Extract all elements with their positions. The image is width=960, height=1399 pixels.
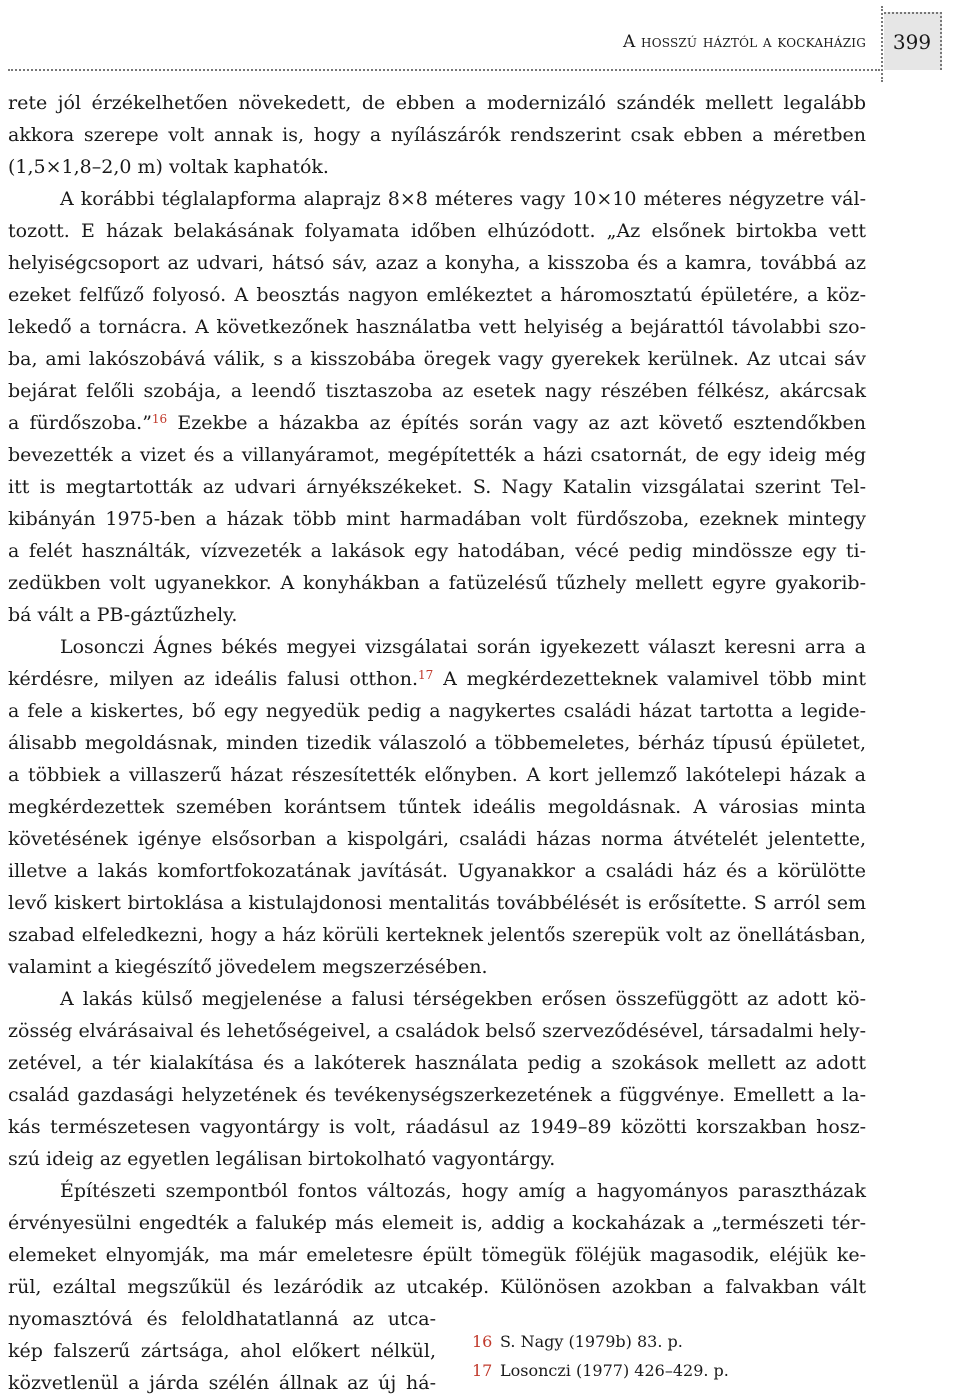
paragraph-block-3	[8, 695, 866, 1303]
text-line: család gazdasági helyzetének és tevékenységszerkezetének a függvénye. Emellett a la-	[8, 1084, 866, 1106]
header-dotted-rule	[8, 69, 880, 71]
text-line: kibányán 1975-ben a házak több mint harmadában volt fürdőszoba, ezeknek mintegy	[8, 508, 866, 530]
page-header	[0, 0, 960, 80]
text-line: ba, ami lakószobává válik, s a kisszobába öregek vagy gyerekek kerülnek. Az utcai sáv	[8, 348, 866, 370]
text-line: helyiségcsoport az udvari, hátsó sáv, azaz a konyha, a kisszoba és a kamra, továbbá az	[8, 252, 866, 274]
text-line: a fele a kiskertes, bő egy negyedük pedig a nagykertes családi házat tartotta a legide-	[8, 700, 866, 722]
text-line-footnote-16: a fürdőszoba.”$^{16}$ Ezekbe a házakba az építés során vagy az azt követő esztendőkben	[8, 412, 867, 434]
text-line: szabad elfeledkezni, hogy a ház körüli kerteknek jelentős szerepük volt az önellátásban,	[8, 924, 866, 946]
text-line: közvetlenül a járda szélén állnak az új há-	[8, 1372, 436, 1394]
text-line: A lakás külső megjelenése a falusi térségekben erősen összefüggött az adott kö-	[60, 988, 866, 1010]
text-line: levő kiskert birtoklása a kistulajdonosi mentalitás továbbélését is erősítette. S arról sem	[8, 892, 866, 914]
text-line: Losonczi Ágnes békés megyei vizsgálatai során igyekezett választ keresni arra a	[60, 636, 866, 658]
text-line: rül, ezáltal megszűkül és lezáródik az utcakép. Különösen azokban a falvakban vált	[8, 1276, 866, 1298]
text-line: akkora szerepe volt annak is, hogy a nyílászárók rendszerint csak ebben a méretben	[8, 124, 866, 146]
body-text	[8, 87, 866, 1399]
text-line: rete jól érzékelhetően növekedett, de ebben a modernizáló szándék mellett legalább	[8, 92, 866, 114]
text-line: elemeket elnyomják, ma már emeletesre épült tömegük föléjük magasodik, eléjük ke-	[8, 1244, 866, 1266]
header-dotted-vertical-rule	[881, 6, 883, 82]
paragraph-block-1	[8, 87, 866, 407]
text-line: szú ideig az egyetlen legálisan birtokolható vagyontárgy.	[8, 1148, 556, 1170]
text-line: illetve a lakás komfortfokozatának javítását. Ugyanakkor a családi ház és a körülötte	[8, 860, 866, 882]
running-header-title: A hosszú háztól a kockaházig	[622, 32, 866, 52]
text-line: kép falszerű zártsága, ahol előkert nélkül,	[8, 1340, 436, 1362]
text-line: A korábbi téglalapforma alaprajz 8×8 méteres vagy 10×10 méteres négyzetre vál-	[60, 188, 866, 210]
text-line: érvényesülni engedték a falukép más elemeit is, addig a kockaházak a „természeti tér-	[8, 1212, 866, 1234]
text-line: Építészeti szempontból fontos változás, hogy amíg a hagyományos parasztházak	[60, 1180, 866, 1202]
text-line: tozott. E házak belakásának folyamata időben elhúzódott. „Az elsőnek birtokba vett	[8, 220, 866, 242]
text-line: valamint a kiegészítő jövedelem megszerzésében.	[8, 956, 488, 978]
text-line: követésének igénye elsősorban a kispolgári, családi házas norma átvételét jelentette,	[8, 828, 866, 850]
text-line-footnote-17: kérdésre, milyen az ideális falusi otthon.$^{17}$ A megkérdezetteknek valamivel több mint	[8, 668, 866, 690]
text-line: zösség elvárásaival és lehetőségeivel, a családok belső szerveződésével, társadalmi hely-	[8, 1020, 866, 1042]
paragraph-block-2	[8, 439, 866, 663]
text-line: álisabb megoldásnak, minden tizedik válaszoló a többemeletes, bérház típusú épületet,	[8, 732, 866, 754]
footnotes	[472, 1327, 892, 1385]
text-line: bá vált a PB-gáztűzhely.	[8, 604, 238, 626]
text-line: bejárat felőli szobája, a leendő tisztaszoba az esetek nagy részében félkész, akárcsak	[8, 380, 866, 402]
footnote-ref-16[interactable]: 16	[151, 412, 168, 426]
footnote-ref-17[interactable]: 17	[418, 668, 434, 682]
text-line: lekedő a tornácra. A következőnek használatba vett helyiség a bejárattól távolabbi szo-	[8, 316, 866, 338]
text-line: zedükben volt ugyanekkor. A konyhákban a fatüzelésű tűzhely mellett egyre gyakorib-	[8, 572, 866, 594]
text-line: itt is megtartották az udvari árnyékszékeket. S. Nagy Katalin vizsgálatai szerint Tel-	[8, 476, 866, 498]
text-line: a felét használták, vízvezeték a lakások egy hatodában, vécé pedig mindössze egy ti-	[8, 540, 866, 562]
footnote-17: 17 Losonczi (1977) 426–429. p.	[472, 1361, 729, 1380]
text-line: a többiek a villaszerű házat részesítették előnyben. A kort jellemző lakótelepi házak a	[8, 764, 866, 786]
text-line: nyomasztóvá és feloldhatatlanná az utca-	[8, 1308, 436, 1330]
narrow-column-text	[8, 1303, 436, 1399]
footnote-16: 16 S. Nagy (1979b) 83. p.	[472, 1332, 683, 1351]
text-line: megkérdezettek szemében korántsem tűntek ideális megoldásnak. A városias minta	[8, 796, 866, 818]
text-line: bevezették a vizet és a villanyáramot, megépítették a házi csatornát, de egy ideig még	[8, 444, 866, 466]
text-line: kás természetesen vagyontárgy is volt, ráadásul az 1949–89 közötti korszakban hosz-	[8, 1116, 866, 1138]
text-line: ezeket felfűző folyosó. A beosztás nagyon emlékeztet a háromosztatú épületére, a köz-	[8, 284, 866, 306]
text-line: (1,5×1,8–2,0 m) voltak kaphatók.	[8, 156, 329, 178]
page-number: 399	[884, 12, 942, 70]
text-line: zetével, a tér kialakítása és a lakóterek használata pedig a szokások mellett az adott	[8, 1052, 866, 1074]
